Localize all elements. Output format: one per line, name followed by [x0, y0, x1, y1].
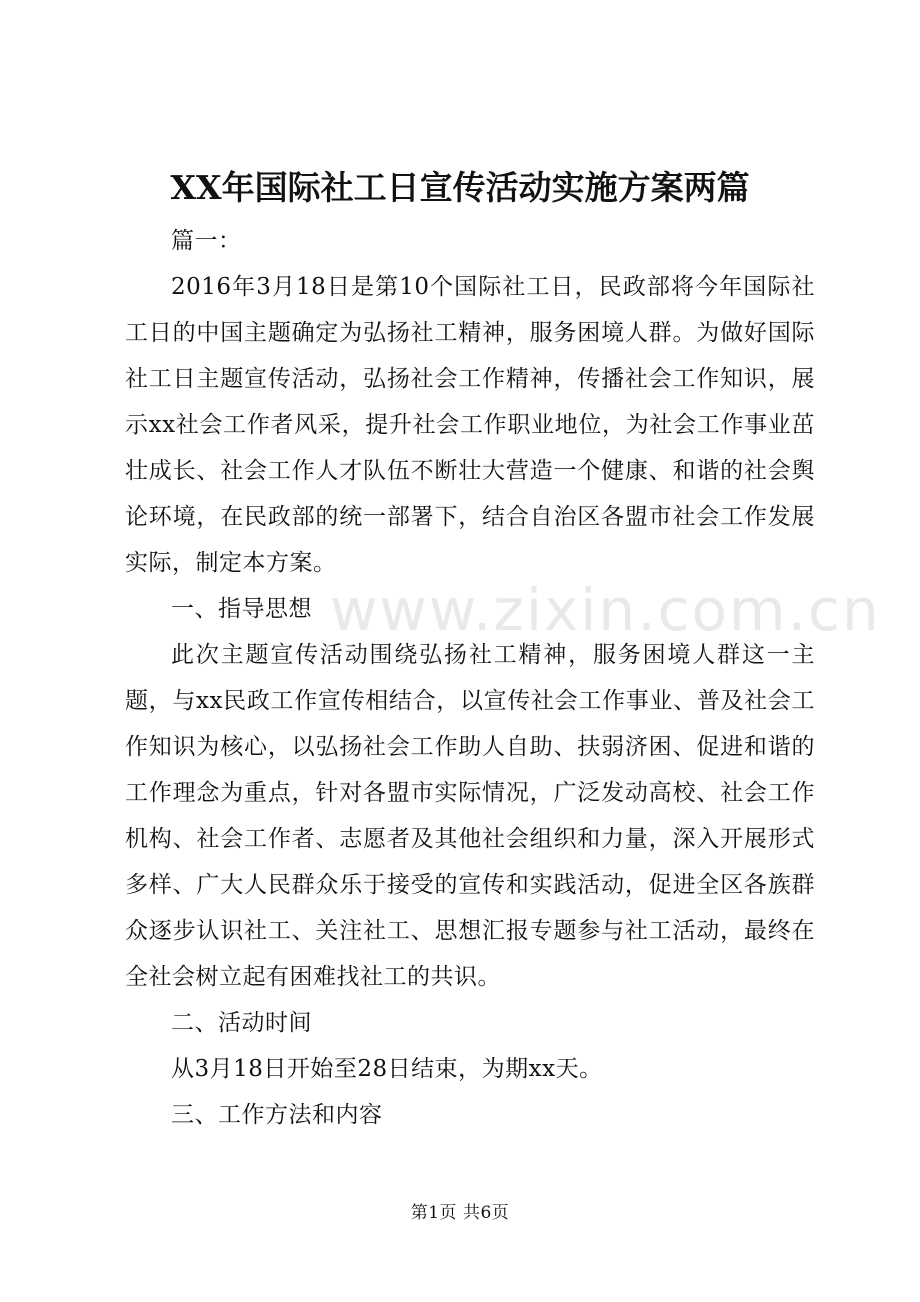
document-title: XX年国际社工日宣传活动实施方案两篇: [170, 168, 750, 207]
watermark: www.zixin.com.cn: [330, 576, 881, 644]
guiding-ideology-paragraph: 此次主题宣传活动围绕弘扬社工精神，服务困境人群这一主题，与xx民政工作宣传相结合，以宣传社会工作事业、普及社会工作知识为核心，以弘扬社会工作助人自助、扶弱济困、促进和谐的工作理念为重点，针对各盟市实际情况，广泛发动高校、社会工作机构、社会工作者、志愿者及其他社会组织和力量，深入开展形式多样、广大人民群众乐于接受的宣传和实践活动，促进全区各族群众逐步认识社工、关注社工、思想汇报专题参与社工活动，最终在全社会树立起有困难找社工的共识。: [125, 642, 815, 990]
activity-time-paragraph: 从3月18日开始至28日结束，为期xx天。: [171, 1056, 603, 1082]
section-label-part-one: 篇一：: [171, 228, 242, 254]
heading-activity-time: 二、活动时间: [171, 1010, 312, 1036]
intro-paragraph: 2016年3月18日是第10个国际社工日，民政部将今年国际社工日的中国主题确定为弘扬社工精神，服务困境人群。为做好国际社工日主题宣传活动，弘扬社会工作精神，传播社会工作知识，展示xx社会工作者风采，提升社会工作职业地位，为社会工作事业茁壮成长、社会工作人才队伍不断壮大营造一个健康、和谐的社会舆论环境，在民政部的统一部署下，结合自治区各盟市社会工作发展实际，制定本方案。: [125, 274, 815, 576]
document-body: [125, 218, 881, 1138]
heading-work-methods: 三、工作方法和内容: [171, 1102, 383, 1128]
heading-guiding-ideology: 一、指导思想: [171, 596, 312, 622]
page-footer: 第1页 共6页: [410, 1203, 510, 1223]
